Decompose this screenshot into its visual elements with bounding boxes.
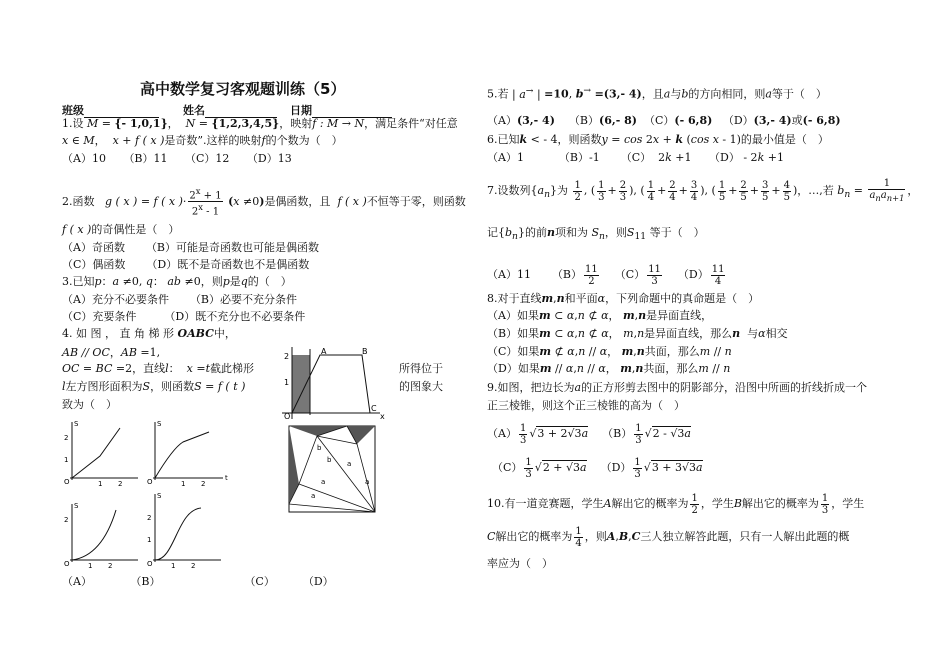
q3-options-row1: （A）充分不必要条件 （B）必要不充分条件	[62, 293, 298, 306]
svg-text:2: 2	[147, 514, 152, 522]
svg-text:S: S	[74, 420, 79, 428]
tick-2: 2	[284, 352, 290, 361]
svg-text:O: O	[64, 478, 70, 486]
q8-option-c: （C）如果m ⊄ α,n // α， m,n共面，那么m // n	[487, 345, 732, 358]
q1-line2: x ∈ M， x + f ( x )是奇数”.这样的映射f的个数为（ ）	[62, 134, 343, 147]
q4-line1: 4. 如 图 ， 直 角 梯 形 OABC中，	[62, 327, 236, 340]
svg-text:a: a	[347, 460, 352, 468]
q9-options-row1: （A） $\frac{1}{3}$ √3 + 2√3a （B） $\frac{1}{3}$ √2 - √3a	[487, 422, 691, 446]
q3-options-row2: （C）充要条件 （D）既不充分也不必要条件	[62, 310, 306, 323]
svg-text:2: 2	[191, 562, 196, 568]
trapezoid-figure	[280, 345, 390, 421]
svg-text:1: 1	[171, 562, 176, 568]
header-date-label: 日期	[290, 104, 392, 118]
axis-x: x	[380, 412, 385, 421]
svg-text:1: 1	[147, 536, 152, 544]
q1-line1: 1.设 M = {- 1,0,1}， N = {1,2,3,4,5}，映射f : M → N，满足条件“对任意	[62, 117, 458, 130]
q9-options-row2: （C） $\frac{1}{3}$ √2 + √3a （D） $\frac{1}{3}$ √3 + 3√3a	[492, 456, 703, 480]
svg-text:a: a	[311, 492, 316, 500]
q4-line5: 致为（ ）	[62, 398, 117, 411]
q2-line2: f ( x )的奇偶性是（ ）	[62, 223, 180, 236]
svg-text:S: S	[74, 502, 79, 510]
svg-text:b: b	[327, 456, 332, 464]
graph-a	[62, 418, 140, 486]
svg-text:S: S	[157, 420, 162, 428]
header-name-label: 姓名	[183, 104, 277, 118]
svg-text:O: O	[147, 478, 153, 486]
q4-line3: OC = BC =2，直线l： x =t截此梯形	[62, 362, 254, 375]
svg-text:S: S	[157, 492, 162, 500]
label-c: C	[371, 404, 377, 413]
q10-line2: C解出它的概率为 $\frac{1}{4}$ ，则A,B,C三人独立解答此题，只有一人解出此题的概	[487, 525, 850, 549]
svg-text:2: 2	[108, 562, 113, 568]
q7-options: （A）11 （B） $\frac{11}{2}$ （C） $\frac{11}{3}$ （D） $\frac{11}{4}$	[487, 263, 725, 287]
svg-text:2: 2	[201, 480, 206, 486]
label-b: B	[362, 347, 368, 356]
q8-option-a: （A）如果m ⊂ α,n ⊄ α， m,n是异面直线，	[487, 309, 713, 322]
svg-text:1: 1	[88, 562, 93, 568]
page-title: 高中数学复习客观题训练（5）	[140, 80, 346, 98]
q5-line1: 5.若 | a→ | =10, b→ =(3,- 4)，且a与b的方向相同，则a等于（ ）	[487, 85, 827, 101]
header-class-label: 班级	[62, 104, 159, 118]
graph-c	[62, 500, 140, 568]
svg-text:a: a	[321, 478, 326, 486]
svg-text:b: b	[317, 444, 322, 452]
svg-text:2: 2	[118, 480, 123, 486]
q6-line1: 6.已知k < - 4，则函数y = cos 2x + k (cos x - 1)的最小值是（ ）	[487, 133, 829, 146]
q4-line4: l左方图形面积为S，则函数S = f ( t )	[62, 380, 246, 393]
shaded-triangle-top	[289, 426, 347, 436]
origin-label: O	[284, 412, 291, 421]
q10-line3: 率应为（ ）	[487, 557, 553, 570]
q7-line2: 记$\{b_n\}$的前n项和为 $S_n$，则$S_{11}$ 等于（ ）	[487, 226, 705, 243]
q3-line1: 3.已知p：a ≠0, q： ab ≠0，则p是q的（ ）	[62, 275, 292, 288]
svg-text:1: 1	[181, 480, 186, 486]
shaded-triangle-right	[347, 426, 375, 444]
svg-text:O: O	[147, 560, 153, 568]
q8-option-d: （D）如果m // α,n // α， m,n共面，那么m // n	[487, 362, 731, 375]
svg-text:1: 1	[64, 456, 69, 464]
q5-options: （A）(3,- 4) （B）(6,- 8) （C）(- 6,8) （D）(3,- 4)或(- 6,8)	[487, 114, 841, 127]
svg-text:1: 1	[98, 480, 103, 486]
q8-line1: 8.对于直线m,n和平面α，下列命题中的真命题是（ ）	[487, 292, 760, 305]
q4-line2: AB // OC，AB =1,	[62, 346, 161, 359]
svg-text:O: O	[64, 560, 70, 568]
q4-line4-right: 的图象大	[399, 380, 443, 393]
q9-line2: 正三棱锥，则这个正三棱锥的高为（ ）	[487, 399, 685, 412]
q9-line1: 9.如图，把边长为a的正方形剪去图中的阴影部分，沿图中所画的折线折成一个	[487, 381, 868, 394]
q1-options: （A）10 （B）11 （C）12 （D）13	[62, 152, 292, 165]
svg-text:2: 2	[64, 434, 69, 442]
shaded-region	[292, 355, 310, 413]
tick-1: 1	[284, 378, 290, 387]
svg-text:a: a	[365, 478, 370, 486]
q2-line1: 2.函数 g ( x ) = f ( x )· $\frac{2^x + 1}{2^x - 1}$ (x ≠0)是偶函数，且 f ( x )不恒等于零，则函数	[62, 186, 466, 218]
q7-line1: 7.设数列$\{a_n\}$为 $\frac{1}{2}$ , ( $\frac{1}{3}$ + $\frac{2}{3}$ ), ( $\frac{1}{4}$ + $\frac{2}{4}$ + $\frac{3}{4}$ ), ( $\frac{1}{5}$ + $\frac{2}{5}$ + $\frac{3}{5}$ + $\frac{4}{5}$ )，…,若 $b_n$ = $\frac{1}{a_na_{n+1}}$ ，	[487, 178, 919, 203]
svg-text:2: 2	[64, 516, 69, 524]
square-fold-figure	[287, 424, 377, 516]
label-a: A	[321, 347, 327, 356]
q8-option-b: （B）如果m ⊂ α,n ⊄ α， m,n是异面直线，那么n 与α相交	[487, 327, 788, 340]
q2-options-row1: （A）奇函数 （B）可能是奇函数也可能是偶函数	[62, 241, 320, 254]
svg-text:t: t	[225, 474, 228, 482]
q2-options-row2: （C）偶函数 （D）既不是奇函数也不是偶函数	[62, 258, 310, 271]
q6-options: （A）1 （B）-1 （C） 2k +1 （D） - 2k +1	[487, 151, 784, 164]
graph-d	[145, 490, 225, 568]
q4-options: （A） （B） （C） （D）	[62, 575, 334, 588]
shaded-triangle-left	[289, 426, 299, 504]
q4-line3-right: 所得位于	[399, 362, 443, 375]
q10-line1: 10.有一道竞赛题，学生A解出它的概率为 $\frac{1}{2}$ ，学生B解出它的概率为 $\frac{1}{3}$ ，学生	[487, 492, 865, 516]
graph-b	[145, 418, 235, 486]
